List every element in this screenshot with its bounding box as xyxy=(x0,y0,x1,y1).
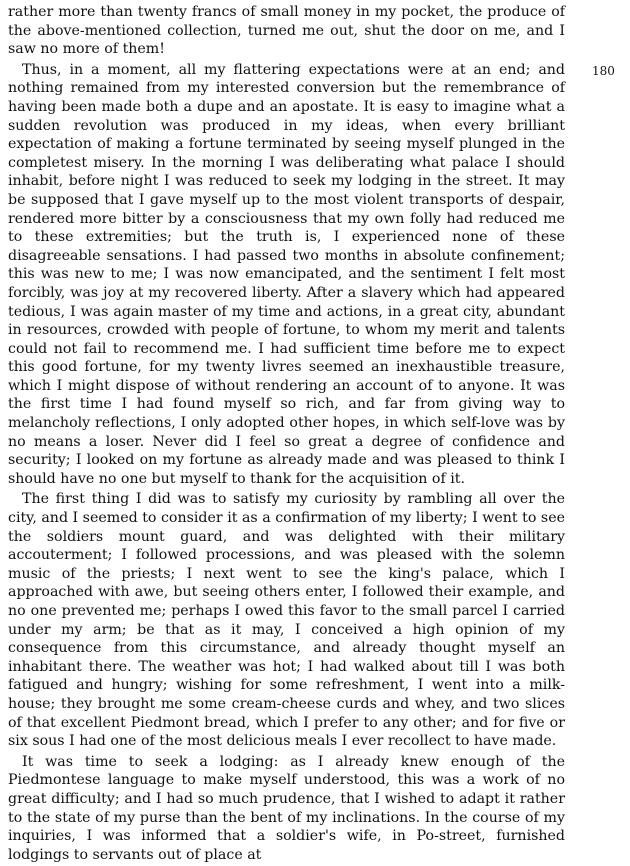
paragraph: The first thing I did was to satisfy my curiosity by rambling all over the city, and I seemed to consider it as a confirmation of my liberty; I went to see the soldiers mount guard, and was delighted with their military accouterment; I followed processions, and was pleased with the solemn music of the priests; I next went to see the king's palace, which I approached with awe, but seeing others enter, I followed their example, and no one prevented me; perhaps I owed this favor to the small parcel I carried under my arm; be that as it may, I conceived a high opinion of my consequence from this circumstance, and already thought myself an inhabitant there. The weather was hot; I had walked about till I was both fatigued and hungry; wishing for some refreshment, I went into a milk-house; they brought me some cream-cheese curds and whey, and two slices of that excellent Piedmont bread, which I prefer to any other; and for five or six sous I had one of the most delicious meals I ever recollect to have made. xyxy=(8,491,565,750)
body-text xyxy=(8,3,565,866)
paragraph: Thus, in a moment, all my flattering expectations were at an end; and nothing remained from my interested conversion but the remembrance of having been made both a dupe and an apostate. It is easy to imagine what a sudden revolution was produced in my ideas, when every brilliant expectation of making a fortune terminated by seeing myself plunged in the completest misery. In the morning I was deliberating what palace I should inhabit, before night I was reduced to seek my lodging in the street. It may be supposed that I gave myself up to the most violent transports of despair, rendered more bitter by a consciousness that my own folly had reduced me to these extremities; but the truth is, I experienced none of these disagreeable sensations. I had passed two months in absolute confinement; this was new to me; I was now emancipated, and the sentiment I felt most forcibly, was joy at my recovered liberty. After a slavery which had appeared tedious, I was again master of my time and actions, in a great city, abundant in resources, crowded with people of fortune, to whom my merit and talents could not fail to recommend me. I had sufficient time before me to expect this good fortune, for my twenty livres seemed an inexhaustible treasure, which I might dispose of without rendering an account of to anyone. It was the first time I had found myself so rich, and far from giving way to melancholy reflections, I only adopted other hopes, in which self-love was by no means a loser. Never did I feel so great a degree of confidence and security; I looked on my fortune as already made and was pleased to think I should have no one but myself to thank for the acquisition of it. xyxy=(8,61,565,487)
paragraph-continuation: rather more than twenty francs of small money in my pocket, the produce of the above-mentioned collection, turned me out, shut the door on me, and I saw no more of them! xyxy=(8,4,565,58)
paragraph: It was time to seek a lodging: as I already knew enough of the Piedmontese language to make myself understood, this was a work of no great difficulty; and I had so much prudence, that I wished to adapt it rather to the state of my purse than the bent of my inclinations. In the course of my inquiries, I was informed that a soldier's wife, in Po-street, furnished lodgings to servants out of place at xyxy=(8,753,565,863)
page-number: 180 xyxy=(592,64,615,78)
